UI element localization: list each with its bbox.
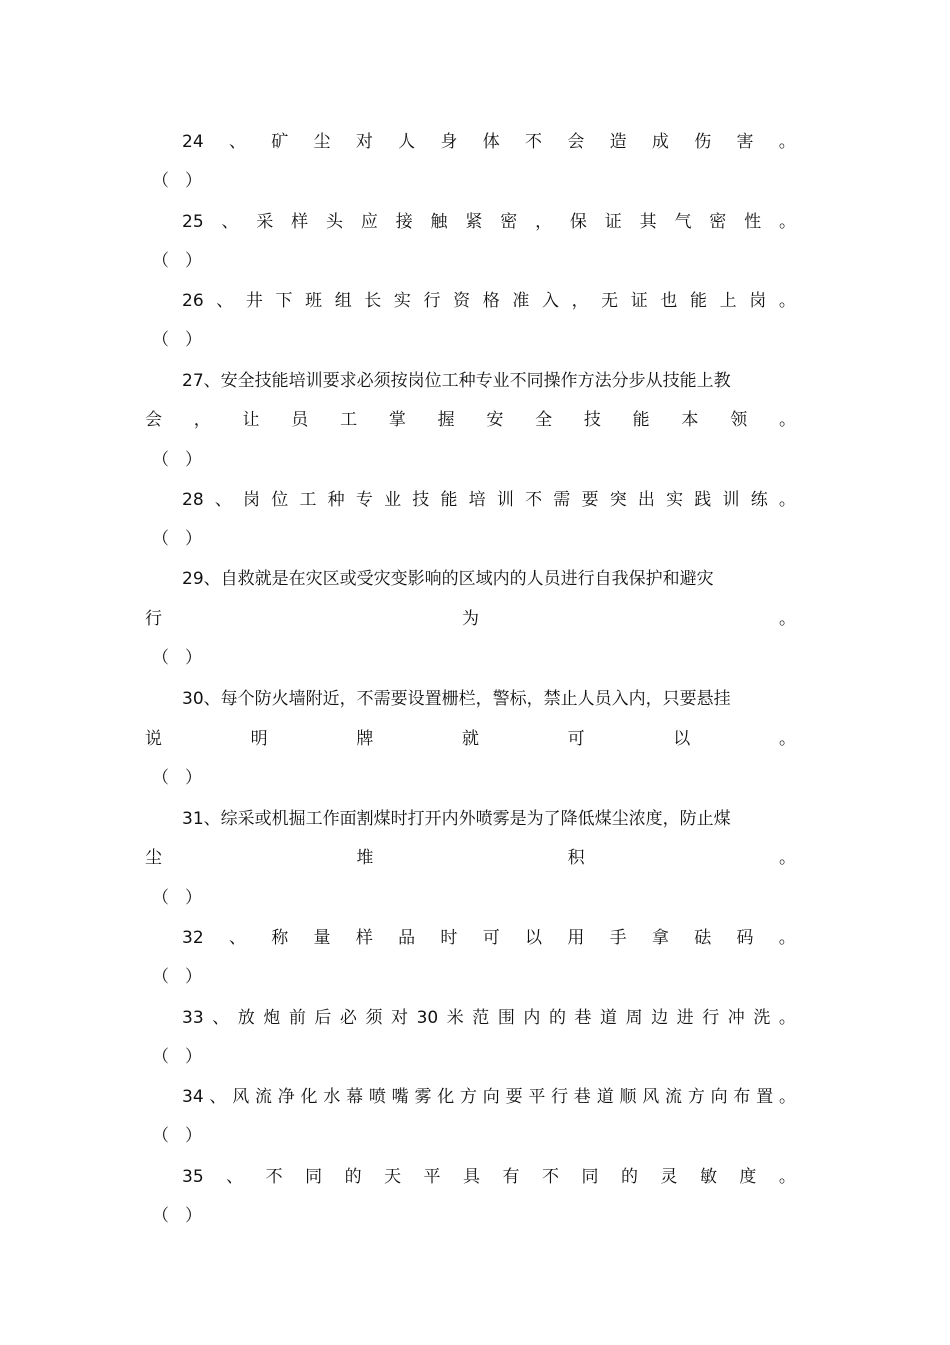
question-token: 布 xyxy=(733,1087,751,1107)
question-token: 培 xyxy=(468,490,486,510)
question-token: 进 xyxy=(676,1008,694,1028)
question-token: 练 xyxy=(750,490,768,510)
question-token: 道 xyxy=(600,1008,618,1028)
question-token: 范 xyxy=(472,1008,490,1028)
question-token: 准 xyxy=(512,291,530,311)
bracket-close: ） xyxy=(185,768,202,788)
bracket-open: （ xyxy=(152,888,169,908)
question-token: 的 xyxy=(548,1008,566,1028)
question-justified-line xyxy=(182,131,796,153)
question-token: 同 xyxy=(581,1167,599,1187)
question-token: 行 xyxy=(551,1087,569,1107)
question-token: 以 xyxy=(525,928,543,948)
question-token: 能 xyxy=(440,490,458,510)
question-token: 人 xyxy=(398,132,416,152)
question-token: 技 xyxy=(583,410,601,430)
question-text-line: 29、自救就是在灾区或受灾变影响的区域内的人员进行自我保护和避灾 xyxy=(182,569,714,589)
question-token: 度 xyxy=(739,1167,757,1187)
question-token: ， xyxy=(571,291,589,311)
bracket-close: ） xyxy=(185,1047,202,1067)
question-token: 无 xyxy=(601,291,619,311)
question-token: ， xyxy=(535,212,553,232)
question-token: 28 xyxy=(182,490,204,510)
question-token: 紧 xyxy=(465,212,483,232)
question-token: 26 xyxy=(182,291,204,311)
question-token: 时 xyxy=(440,928,458,948)
question-token: 明 xyxy=(250,729,268,749)
question-token: 喷 xyxy=(368,1087,386,1107)
bracket-open: （ xyxy=(152,1047,169,1067)
question-token: 矿 xyxy=(271,132,289,152)
question-token: 25 xyxy=(182,212,204,232)
bracket-open: （ xyxy=(152,529,169,549)
question-token: 巷 xyxy=(574,1008,592,1028)
bracket-close: ） xyxy=(185,251,202,271)
question-token: 头 xyxy=(326,212,344,232)
question-token: 出 xyxy=(637,490,655,510)
question-token: 。 xyxy=(778,1087,796,1107)
bracket-close: ） xyxy=(185,1206,202,1226)
question-text-line: 27、安全技能培训要求必须按岗位工种专业不同操作方法分步从技能上教 xyxy=(182,371,731,391)
question-token: 。 xyxy=(778,729,796,749)
question-token: 种 xyxy=(327,490,345,510)
question-token: 米 xyxy=(446,1008,464,1028)
question-token: 以 xyxy=(673,729,691,749)
question-token: 堆 xyxy=(356,848,374,868)
question-token: 称 xyxy=(271,928,289,948)
bracket-open: （ xyxy=(152,330,169,350)
answer-bracket[interactable] xyxy=(152,767,202,789)
question-token: 要 xyxy=(505,1087,523,1107)
bracket-open: （ xyxy=(152,1126,169,1146)
answer-bracket[interactable] xyxy=(152,647,202,669)
question-token: 接 xyxy=(395,212,413,232)
question-token: 伤 xyxy=(694,132,712,152)
answer-bracket[interactable] xyxy=(152,966,202,988)
question-token: 对 xyxy=(355,132,373,152)
question-token: 格 xyxy=(482,291,500,311)
question-token: 样 xyxy=(291,212,309,232)
question-token: 行 xyxy=(145,609,162,629)
question-token: 采 xyxy=(256,212,274,232)
question-token: 、 xyxy=(214,490,232,510)
question-token: 。 xyxy=(778,490,796,510)
question-token: 要 xyxy=(581,490,599,510)
question-token: 井 xyxy=(245,291,263,311)
question-token: 也 xyxy=(660,291,678,311)
bracket-close: ） xyxy=(185,450,202,470)
question-token: 顺 xyxy=(619,1087,637,1107)
question-token: 天 xyxy=(384,1167,402,1187)
question-token: 入 xyxy=(541,291,559,311)
question-token: 道 xyxy=(596,1087,614,1107)
question-token: 净 xyxy=(277,1087,295,1107)
question-token: 牌 xyxy=(356,729,374,749)
question-token: 训 xyxy=(722,490,740,510)
question-token: 边 xyxy=(651,1008,669,1028)
question-token: 。 xyxy=(778,212,796,232)
question-token: 。 xyxy=(779,609,796,629)
question-token: 幕 xyxy=(346,1087,364,1107)
question-token: 能 xyxy=(690,291,707,311)
question-token: 行 xyxy=(702,1008,720,1028)
question-token: 不 xyxy=(525,490,543,510)
question-token: 安 xyxy=(486,410,504,430)
question-token: 放 xyxy=(237,1008,255,1028)
question-token: 、 xyxy=(209,1087,227,1107)
question-token: 害 xyxy=(736,132,754,152)
question-token: 拿 xyxy=(651,928,669,948)
question-token: 突 xyxy=(609,490,627,510)
question-token: 不 xyxy=(542,1167,559,1187)
question-token: 本 xyxy=(681,410,699,430)
answer-bracket[interactable] xyxy=(152,528,202,550)
question-justified-line xyxy=(145,608,796,630)
bracket-close: ） xyxy=(185,529,202,549)
question-token: 位 xyxy=(271,490,289,510)
question-token: 平 xyxy=(423,1167,441,1187)
answer-bracket[interactable] xyxy=(152,1125,202,1147)
question-token: 行 xyxy=(423,291,441,311)
question-token: 践 xyxy=(694,490,712,510)
answer-bracket[interactable] xyxy=(152,1046,202,1068)
question-token: 嘴 xyxy=(391,1087,409,1107)
answer-bracket[interactable] xyxy=(152,250,202,272)
question-token: 实 xyxy=(666,490,684,510)
question-token: 雾 xyxy=(414,1087,432,1107)
bracket-open: （ xyxy=(152,768,169,788)
question-token: 样 xyxy=(355,928,373,948)
question-token: 、 xyxy=(221,212,239,232)
question-token: 围 xyxy=(497,1008,515,1028)
question-token: 证 xyxy=(604,212,622,232)
question-token: 技 xyxy=(412,490,430,510)
question-token: 的 xyxy=(344,1167,362,1187)
question-token: 。 xyxy=(778,291,796,311)
question-token: 30 xyxy=(416,1008,439,1028)
question-token: 尘 xyxy=(313,132,331,152)
question-token: 组 xyxy=(334,291,352,311)
question-token: 风 xyxy=(232,1087,250,1107)
question-token: 、 xyxy=(228,132,246,152)
question-token: 向 xyxy=(482,1087,500,1107)
question-token: 让 xyxy=(242,410,260,430)
question-token: 尘 xyxy=(145,848,162,868)
question-token: 34 xyxy=(182,1087,204,1107)
question-token: 方 xyxy=(687,1087,705,1107)
bracket-open: （ xyxy=(152,967,169,987)
question-justified-line xyxy=(182,290,796,312)
answer-bracket[interactable] xyxy=(152,887,202,909)
question-token: 触 xyxy=(430,212,448,232)
bracket-open: （ xyxy=(152,648,169,668)
question-token: 、 xyxy=(228,928,246,948)
question-token: 内 xyxy=(523,1008,541,1028)
question-justified-line xyxy=(145,847,796,869)
question-token: 灵 xyxy=(660,1167,678,1187)
bracket-close: ） xyxy=(185,171,202,191)
question-token: 业 xyxy=(384,490,402,510)
question-token: 领 xyxy=(730,410,748,430)
question-token: 班 xyxy=(305,291,323,311)
question-token: 水 xyxy=(323,1087,341,1107)
question-token: 成 xyxy=(651,132,669,152)
question-token: 气 xyxy=(674,212,692,232)
question-token: 资 xyxy=(453,291,471,311)
question-token: 工 xyxy=(299,490,317,510)
question-text-line: 30、每个防火墙附近，不需要设置栅栏，警标，禁止人员入内，只要悬挂 xyxy=(182,689,731,709)
question-token: 炮 xyxy=(263,1008,281,1028)
question-token: 证 xyxy=(630,291,648,311)
question-token: 需 xyxy=(553,490,571,510)
question-token: 实 xyxy=(393,291,411,311)
question-token: 性 xyxy=(744,212,762,232)
question-token: 长 xyxy=(364,291,382,311)
question-token: ， xyxy=(193,410,211,430)
question-token: 下 xyxy=(275,291,293,311)
question-token: 、 xyxy=(216,291,234,311)
question-token: 不 xyxy=(525,132,543,152)
bracket-close: ） xyxy=(185,967,202,987)
question-token: 。 xyxy=(778,848,796,868)
bracket-close: ） xyxy=(185,1126,202,1146)
bracket-open: （ xyxy=(152,450,169,470)
question-token: 化 xyxy=(437,1087,455,1107)
question-token: 有 xyxy=(502,1167,520,1187)
question-token: 工 xyxy=(340,410,358,430)
question-token: 说 xyxy=(145,729,162,749)
question-token: 方 xyxy=(460,1087,478,1107)
question-token: 岗 xyxy=(243,490,261,510)
question-token: 应 xyxy=(360,212,378,232)
question-token: 具 xyxy=(463,1167,481,1187)
question-justified-line xyxy=(182,1166,796,1188)
question-token: 能 xyxy=(632,410,650,430)
question-token: 、 xyxy=(226,1167,244,1187)
question-token: 训 xyxy=(496,490,514,510)
bracket-close: ） xyxy=(185,648,202,668)
answer-bracket[interactable] xyxy=(152,1205,202,1227)
question-token: 员 xyxy=(291,410,309,430)
question-token: 积 xyxy=(567,848,585,868)
answer-bracket[interactable] xyxy=(152,329,202,351)
question-token: 量 xyxy=(313,928,331,948)
question-token: 握 xyxy=(437,410,455,430)
question-justified-line xyxy=(182,927,796,949)
question-token: 巷 xyxy=(573,1087,591,1107)
question-token: 向 xyxy=(710,1087,728,1107)
question-token: 。 xyxy=(778,132,796,152)
question-token: 冲 xyxy=(727,1008,745,1028)
question-token: 专 xyxy=(355,490,373,510)
question-token: 造 xyxy=(609,132,627,152)
question-token: 置 xyxy=(756,1087,774,1107)
question-token: 身 xyxy=(440,132,458,152)
question-token: 32 xyxy=(182,928,204,948)
question-token: 周 xyxy=(625,1008,643,1028)
question-token: 码 xyxy=(736,928,754,948)
question-token: 为 xyxy=(462,609,479,629)
bracket-open: （ xyxy=(152,171,169,191)
question-token: 后 xyxy=(314,1008,332,1028)
question-token: 可 xyxy=(567,729,585,749)
question-justified-line xyxy=(182,211,796,233)
question-justified-line xyxy=(182,1007,796,1029)
question-token: 品 xyxy=(398,928,416,948)
question-token: 就 xyxy=(461,729,479,749)
question-token: 流 xyxy=(254,1087,272,1107)
question-token: 。 xyxy=(778,928,796,948)
question-token: 。 xyxy=(778,410,796,430)
bracket-close: ） xyxy=(185,330,202,350)
question-token: 化 xyxy=(300,1087,318,1107)
question-token: 会 xyxy=(567,132,585,152)
question-justified-line xyxy=(182,1086,796,1108)
question-token: 洗 xyxy=(753,1008,771,1028)
question-token: 会 xyxy=(145,410,162,430)
question-token: 。 xyxy=(778,1008,796,1028)
question-token: 同 xyxy=(305,1167,323,1187)
question-token: 砝 xyxy=(694,928,712,948)
bracket-open: （ xyxy=(152,251,169,271)
question-token: 24 xyxy=(182,132,204,152)
question-token: 必 xyxy=(339,1008,357,1028)
question-justified-line xyxy=(182,489,796,511)
question-token: 可 xyxy=(482,928,500,948)
question-justified-line xyxy=(145,409,796,431)
question-token: 流 xyxy=(665,1087,683,1107)
question-token: 密 xyxy=(709,212,727,232)
question-token: 岗 xyxy=(749,291,767,311)
answer-bracket[interactable] xyxy=(152,170,202,192)
question-token: 的 xyxy=(620,1167,638,1187)
question-token: 须 xyxy=(365,1008,383,1028)
question-token: 掌 xyxy=(388,410,406,430)
answer-bracket[interactable] xyxy=(152,449,202,471)
question-token: 、 xyxy=(212,1008,230,1028)
question-token: 35 xyxy=(182,1167,204,1187)
question-token: 敏 xyxy=(699,1167,717,1187)
bracket-open: （ xyxy=(152,1206,169,1226)
question-token: 保 xyxy=(569,212,587,232)
question-token: 全 xyxy=(535,410,553,430)
question-token: 用 xyxy=(567,928,585,948)
question-text-line: 31、综采或机掘工作面割煤时打开内外喷雾是为了降低煤尘浓度，防止煤 xyxy=(182,809,731,829)
question-token: 风 xyxy=(642,1087,660,1107)
question-token: 。 xyxy=(778,1167,796,1187)
bracket-close: ） xyxy=(185,888,202,908)
question-token: 平 xyxy=(528,1087,546,1107)
question-token: 体 xyxy=(482,132,500,152)
question-token: 对 xyxy=(391,1008,409,1028)
question-token: 不 xyxy=(265,1167,283,1187)
question-token: 其 xyxy=(639,212,657,232)
question-justified-line xyxy=(145,728,796,750)
question-token: 上 xyxy=(719,291,737,311)
question-token: 前 xyxy=(288,1008,306,1028)
question-token: 手 xyxy=(609,928,627,948)
question-token: 33 xyxy=(182,1008,204,1028)
question-token: 密 xyxy=(500,212,518,232)
